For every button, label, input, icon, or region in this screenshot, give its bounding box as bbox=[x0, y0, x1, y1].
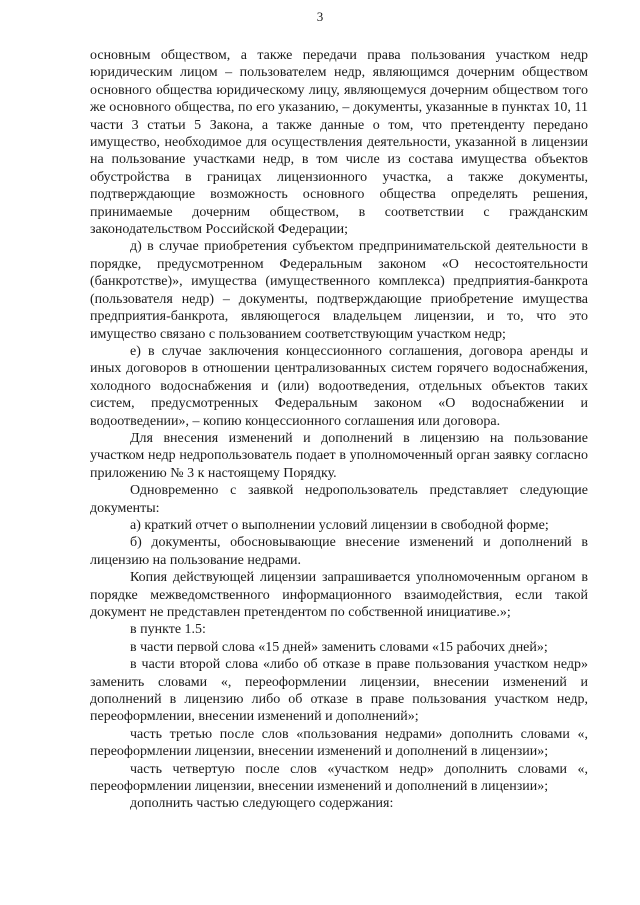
paragraph-part-four: часть четвертую после слов «участком недр» дополнить словами «, переоформлении лицензии, внесении изменений и дополнений в лицензии»; bbox=[90, 761, 588, 795]
paragraph-license-copy: Копия действующей лицензии запрашивается уполномоченным органом в порядке межведомственного информационного взаимодействия, если такой документ не представлен претендентом по собственной инициативе.»; bbox=[90, 570, 588, 620]
page-number: 3 bbox=[316, 9, 324, 24]
paragraph-documents-intro: Одновременно с заявкой недропользователь представляет следующие документы: bbox=[90, 483, 588, 516]
paragraph-part-three: часть третью после слов «пользования недрами» дополнить словами «, переоформлении лицензии, внесении изменений и дополнений в лицензии»; bbox=[90, 726, 588, 760]
paragraph-point-1-5: в пункте 1.5: bbox=[130, 622, 206, 638]
paragraph-addition: дополнить частью следующего содержания: bbox=[130, 796, 394, 812]
paragraph-changes-application: Для внесения изменений и дополнений в лицензию на пользование участком недр недропользователь подает в уполномоченный орган заявку согласно приложению № 3 к настоящему Порядку. bbox=[90, 430, 588, 481]
paragraph-item-d: д) в случае приобретения субъектом предпринимательской деятельности в порядке, предусмотренном Федеральным законом «О несостоятельности (банкротстве)», имущества (имущественного комплекса) предприятия-банкрота (пользователя недр) – документы, подтверждающие приобретение имущества предприятия-банкрота, являющегося владельцем лицензии, и то, что это имущество связано с пользованием соответствующим участком недр; bbox=[90, 239, 588, 342]
paragraph-doc-b: б) документы, обосновывающие внесение изменений и дополнений в лицензию на пользование недрами. bbox=[90, 535, 588, 568]
paragraph-continuation: основным обществом, а также передачи права пользования участком недр юридическим лицом – пользователем недр, являющимся дочерним обществом основного общества юридическому лицу, являющемуся дочерним обществом того же основного общества, по его указанию, – документы, указанные в пунктах 10, 11 части 3 статьи 5 Закона, а также данные о том, что претенденту передано имущество, необходимое для осуществления деятельности, указанной в лицензии на пользование участками недр, в том числе из состава имущества объектов обустройства в границах лицензионного участка, а также документы, подтверждающие возможность основного общества определять решения, принимаемые дочерним обществом, в соответствии с гражданским законодательством Российской Федерации; bbox=[90, 48, 588, 238]
paragraph-doc-a: а) краткий отчет о выполнении условий лицензии в свободной форме; bbox=[130, 517, 549, 533]
paragraph-part-two: в части второй слова «либо об отказе в праве пользования участком недр» заменить словами «, переоформлении лицензии, внесении изменений и дополнений в лицензию либо об отказе в праве пользования участком недр, переоформлении, внесении изменений и дополнений»; bbox=[90, 657, 588, 725]
paragraph-part-one: в части первой слова «15 дней» заменить словами «15 рабочих дней»; bbox=[130, 639, 548, 655]
document-body bbox=[90, 47, 588, 813]
paragraph-item-e: е) в случае заключения концессионного соглашения, договора аренды и иных договоров в отношении централизованных систем горячего водоснабжения, холодного водоснабжения и (или) водоотведения, отдельных объектов таких систем, предусмотренных Федеральным законом «О водоснабжении и водоотведении», – копию концессионного соглашения или договора. bbox=[90, 343, 588, 429]
